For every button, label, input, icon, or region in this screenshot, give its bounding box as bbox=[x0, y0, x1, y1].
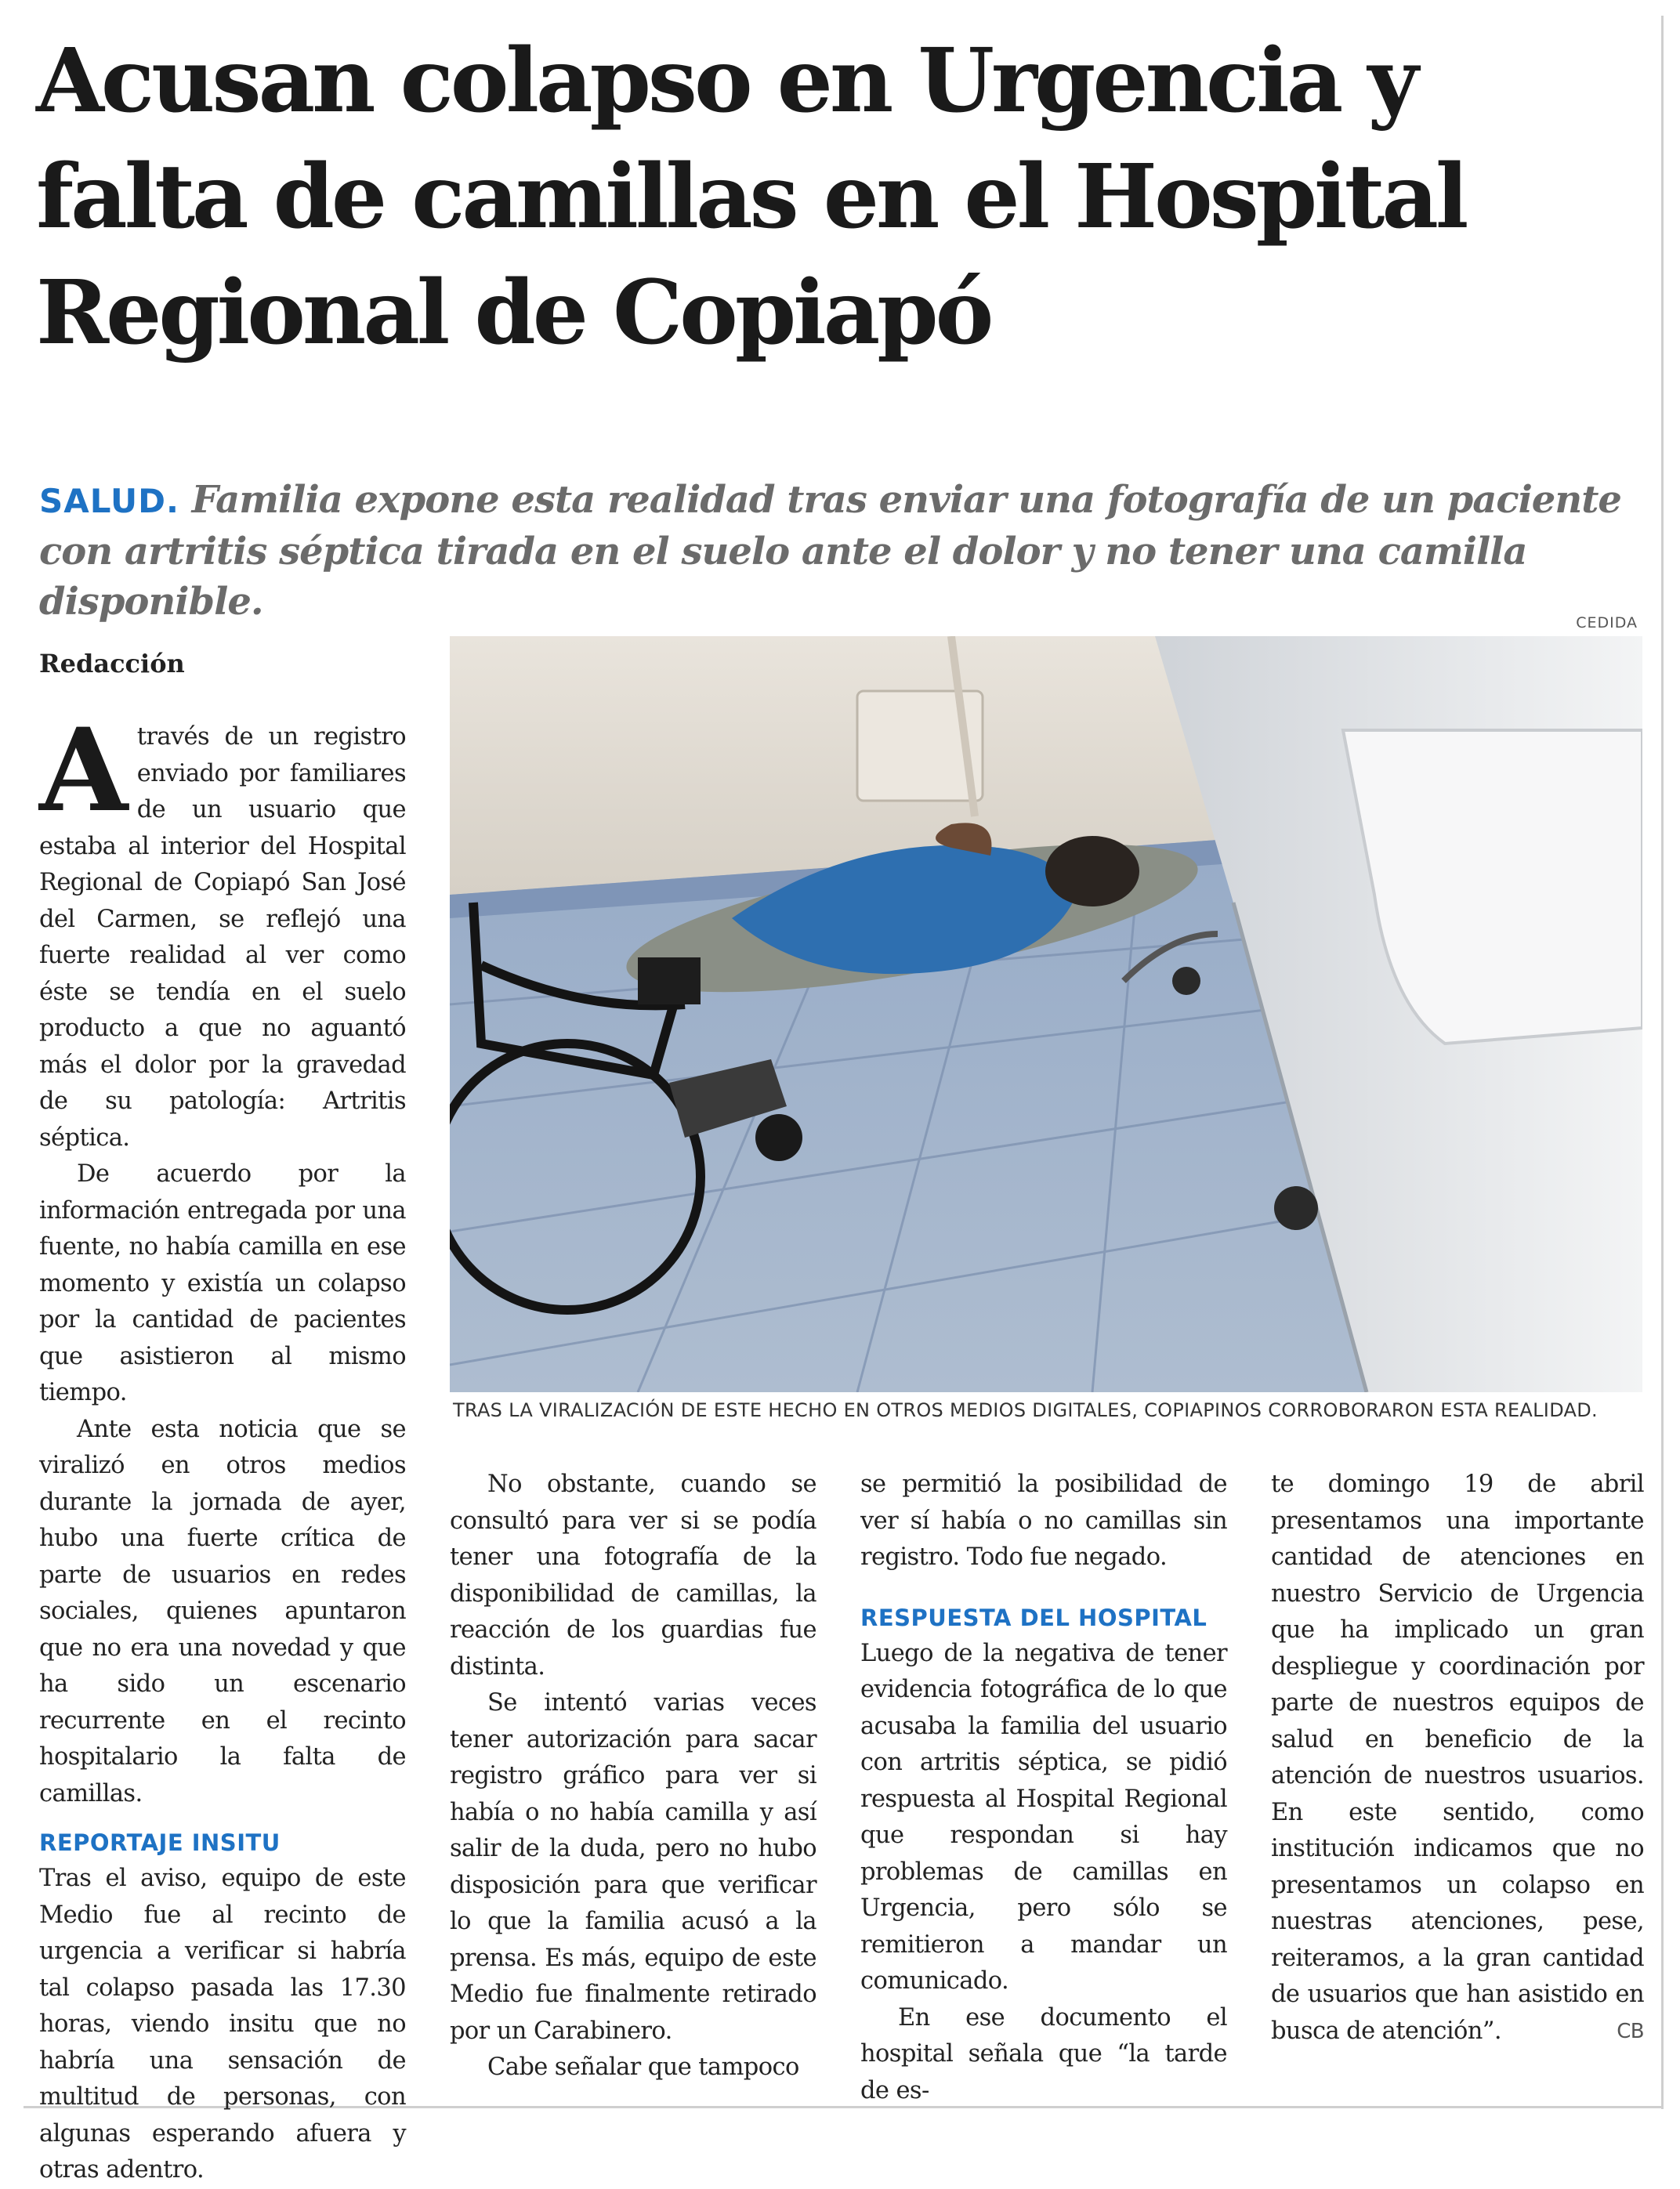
photo-caption: TRAS LA VIRALIZACIÓN DE ESTE HECHO EN OTROS MEDIOS DIGITALES, COPIAPINOS CORROBORARON ESTA REALIDAD. bbox=[453, 1399, 1598, 1421]
paragraph: De acuerdo por la información entregada por una fuente, no había camilla en ese momento y existía un colapso por la cantidad de pacientes que asistieron al mismo tiempo. bbox=[39, 1160, 406, 1406]
headline-line-1: Acusan colapso en Urgencia y bbox=[36, 30, 1416, 132]
news-photo bbox=[450, 636, 1642, 1392]
article-column-3 bbox=[860, 1467, 1227, 2109]
paragraph: Se intentó varias veces tener autorización para sacar registro gráfico para ver si había o no había camilla y así salir de la duda, pero no hubo disposición para que verificar lo que la familia acusó a la prensa. Es más, equipo de este Medio fue finalmente retirado por un Carabinero. bbox=[450, 1689, 816, 2045]
deck-text: Familia expone esta realidad tras enviar una fotografía de un paciente con artritis séptica tirada en el suelo ante el dolor y no tener una camilla disponible. bbox=[39, 478, 1621, 624]
paragraph: No obstante, cuando se consultó para ver si se podía tener una fotografía de la disponibilidad de camillas, la reacción de los guardias fue distinta. bbox=[450, 1471, 816, 1681]
paragraph: Luego de la negativa de tener evidencia fotográfica de lo que acusaba la familia del usuario con artritis séptica, se pidió respuesta al Hospital Regional que respondan si hay problemas de camillas en Urgencia, pero sólo se remitieron a mandar un comunicado. bbox=[860, 1639, 1227, 1995]
subheading-reportaje: REPORTAJE INSITU bbox=[39, 1829, 281, 1856]
paragraph: En ese documento el hospital señala que “la tarde de es- bbox=[860, 2003, 1227, 2104]
paragraph: Ante esta noticia que se viralizó en otros medios durante la jornada de ayer, hubo una fuerte crítica de parte de usuarios en redes sociales, quienes apuntaron que no era una novedad y que ha sido un escenario recurrente en el recinto hospitalario la falta de camillas. bbox=[39, 1415, 406, 1807]
subheading-respuesta: RESPUESTA DEL HOSPITAL bbox=[860, 1604, 1208, 1631]
column-rule-right bbox=[1661, 16, 1664, 2109]
article-column-4 bbox=[1271, 1467, 1644, 2050]
paragraph: se permitió la posibilidad de ver sí había o no camillas sin registro. Todo fue negado. bbox=[860, 1471, 1227, 1571]
section-label: SALUD. bbox=[39, 482, 179, 520]
article-column-2 bbox=[450, 1467, 816, 2086]
headline-line-2: falta de camillas en el Hospital bbox=[36, 146, 1466, 248]
headline-line-3: Regional de Copiapó bbox=[36, 262, 991, 364]
paragraph: te domingo 19 de abril presentamos una importante cantidad de atenciones en nuestro Servicio de Urgencia que ha implicado un gran despliegue y coordinación por parte de nuestros equipos de salud en beneficio de la atención de nuestros usuarios. En este sentido, como institución indicamos que no presentamos un colapso en nuestras atenciones, pese, reiteramos, a la gran cantidad de usuarios que han asistido en busca de atención”. CB bbox=[1271, 1467, 1644, 2050]
headline bbox=[36, 24, 1658, 371]
article-column-1 bbox=[39, 704, 406, 2189]
photo-credit: CEDIDA bbox=[1576, 614, 1638, 631]
end-mark: CB bbox=[1617, 2019, 1644, 2043]
paragraph: Cabe señalar que tampoco bbox=[487, 2053, 799, 2081]
paragraph: Através de un registro enviado por familiares de un usuario que estaba al interior del Hospital Regional de Copiapó San José del Carmen, se reflejó una fuerte realidad al ver como éste se tendía en el suelo producto a que no aguantó más el dolor por la gravedad de su patología: Artritis séptica. bbox=[39, 704, 406, 1152]
byline: Redacción bbox=[39, 649, 185, 678]
paragraph: Tras el aviso, equipo de este Medio fue al recinto de urgencia a verificar si habría tal colapso pasada las 17.30 horas, viendo insitu que no habría una sensación de multitud de personas, con algunas esperando afuera y otras adentro. bbox=[39, 1865, 406, 2184]
drop-cap: A bbox=[39, 704, 128, 838]
deck-summary bbox=[39, 475, 1646, 627]
